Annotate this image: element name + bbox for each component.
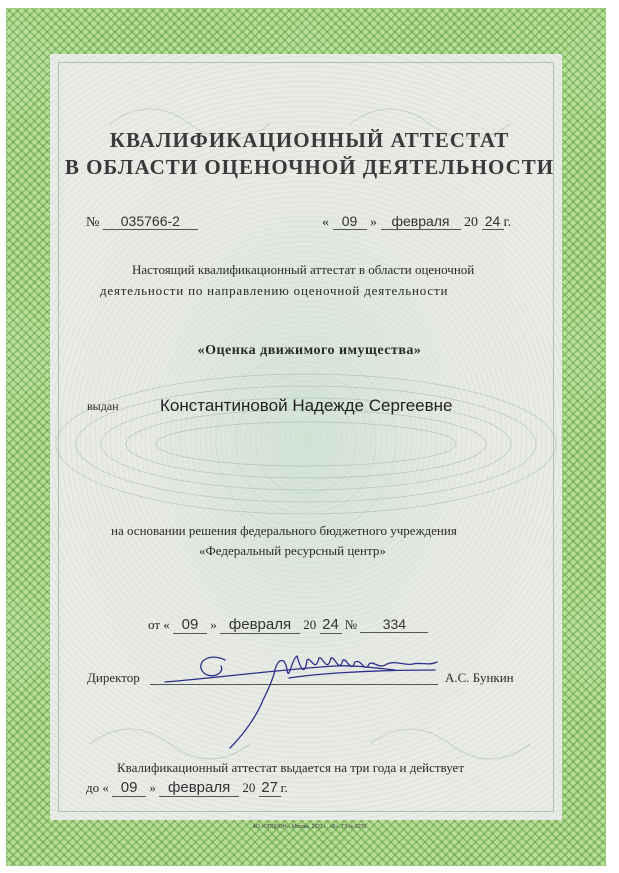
title-line-2: В ОБЛАСТИ ОЦЕНОЧНОЙ ДЕЯТЕЛЬНОСТИ xyxy=(64,155,555,179)
intro-line-2: деятельности по направлению оценочной деятельности xyxy=(100,283,449,298)
director-label: Директор xyxy=(87,670,140,685)
basis-line-1: на основании решения федерального бюджетного учреждения xyxy=(111,523,457,538)
valid-month: февраля xyxy=(159,779,239,797)
valid-year-prefix: 20 xyxy=(242,780,256,795)
decision-number: 334 xyxy=(360,616,428,633)
assessment-direction: «Оценка движимого имущества» xyxy=(197,343,422,358)
validity-prefix: до xyxy=(86,780,100,795)
number-label: № xyxy=(86,215,100,230)
decision-row xyxy=(148,616,428,634)
decision-year-suffix: 24 xyxy=(320,616,342,634)
valid-close-quote: » xyxy=(149,780,156,795)
date-year-suffix: 24 xyxy=(482,213,504,230)
date-row xyxy=(322,213,511,231)
validity-line-1: Квалификационный аттестат выдается на три года и действует xyxy=(117,760,465,775)
decision-open-quote: « xyxy=(163,617,170,632)
director-signature-icon xyxy=(155,640,455,750)
issued-label: выдан xyxy=(87,399,119,413)
date-year-unit: г. xyxy=(503,215,512,230)
date-open-quote: « xyxy=(322,215,329,230)
decision-month: февраля xyxy=(220,616,300,634)
decision-close-quote: » xyxy=(210,617,217,632)
intro-line-1: Настоящий квалификационный аттестат в области оценочной xyxy=(132,262,475,277)
title-line-1: КВАЛИФИКАЦИОННЫЙ АТТЕСТАТ xyxy=(109,128,510,152)
date-year-prefix: 20 xyxy=(464,215,478,230)
basis-line-2: «Федеральный ресурсный центр» xyxy=(199,543,386,558)
decision-day: 09 xyxy=(173,616,207,634)
printer-note: АО «ОПЦИОН», Москва, 2021 г., «Б», Т3 № 6270 xyxy=(252,824,367,830)
valid-year-unit: г. xyxy=(280,780,288,795)
decision-year-prefix: 20 xyxy=(303,617,317,632)
number-row xyxy=(86,213,198,231)
number-value: 035766-2 xyxy=(103,213,198,230)
decision-number-label: № xyxy=(344,617,358,632)
director-name: А.С. Бункин xyxy=(445,670,514,685)
decision-prefix: от xyxy=(148,617,161,632)
valid-year-suffix: 27 xyxy=(259,779,281,797)
date-month: февраля xyxy=(381,213,461,230)
valid-open-quote: « xyxy=(102,780,109,795)
valid-day: 09 xyxy=(112,779,146,797)
date-close-quote: » xyxy=(370,215,377,230)
issued-to-name: Константиновой Надежде Сергеевне xyxy=(160,396,453,415)
date-day: 09 xyxy=(333,213,367,230)
validity-row xyxy=(86,779,288,797)
